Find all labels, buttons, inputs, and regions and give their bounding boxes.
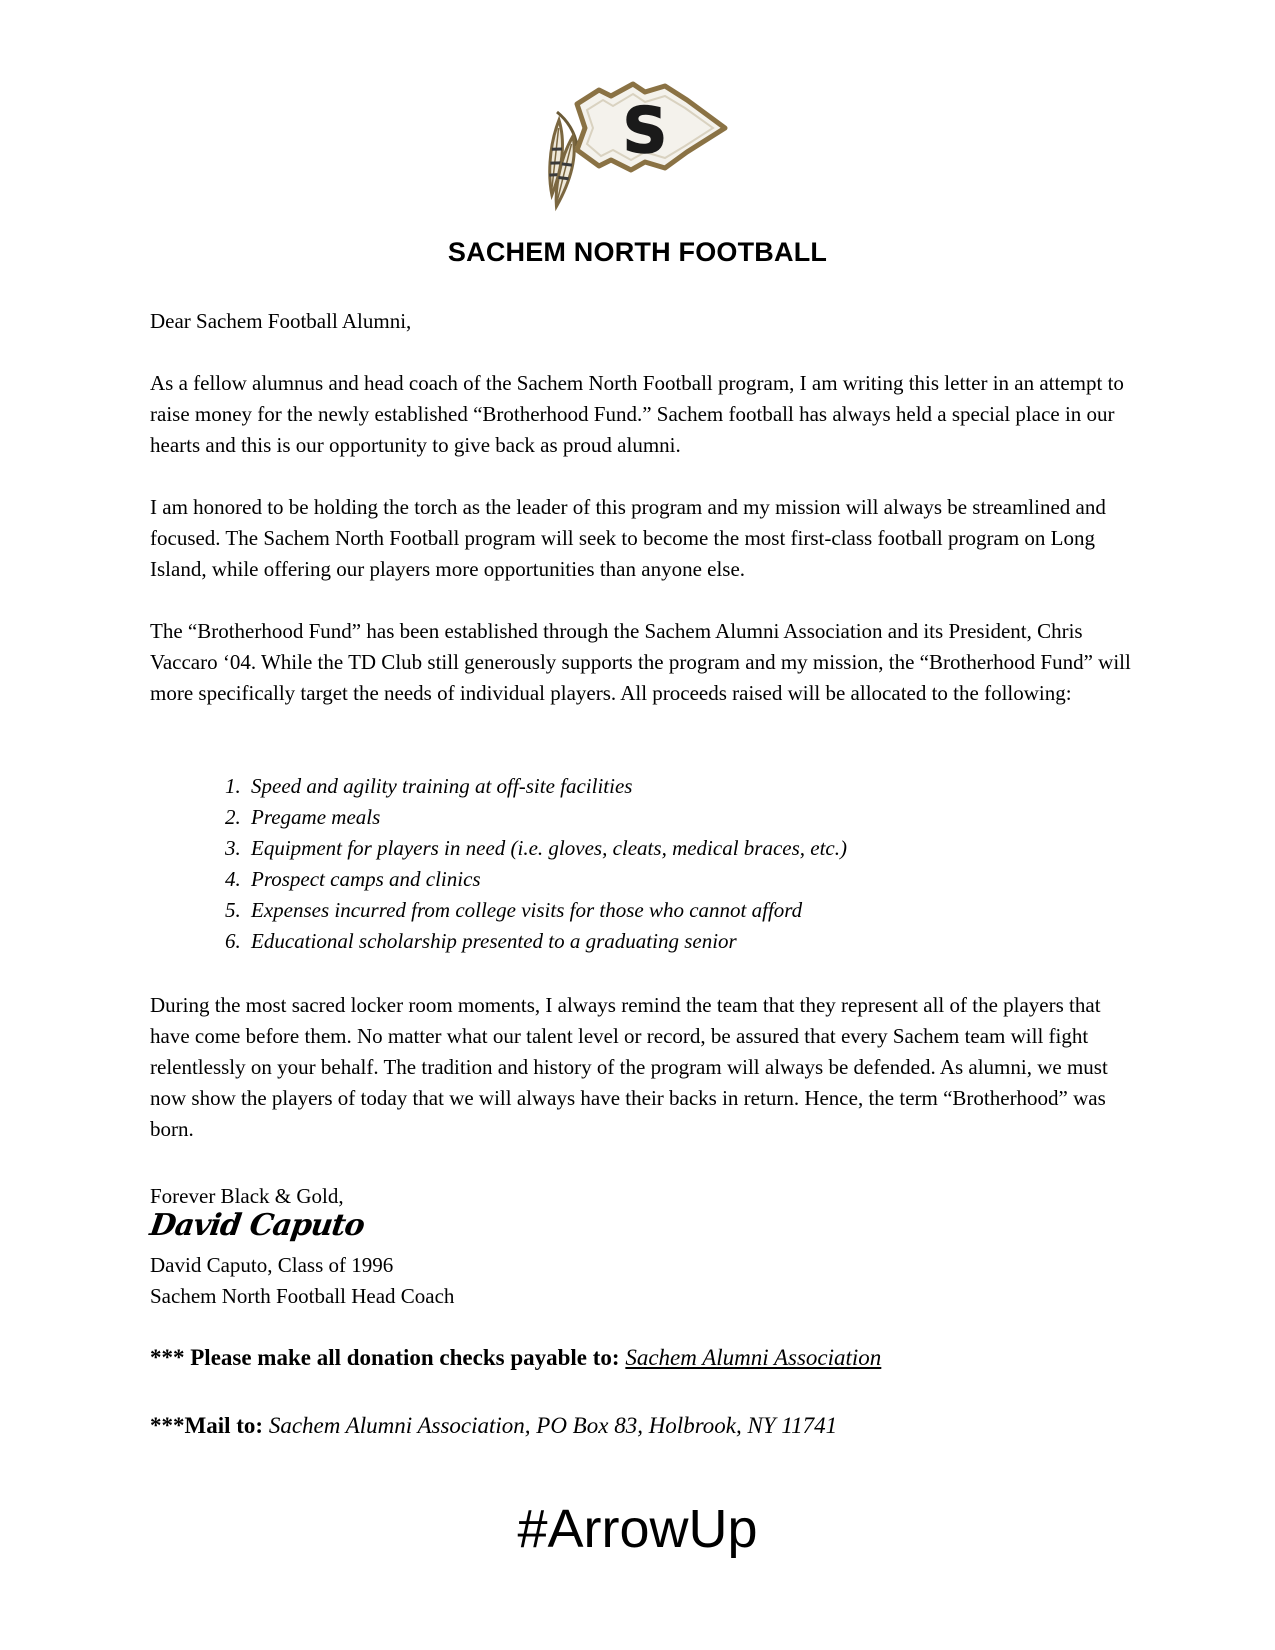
list-item-text: Educational scholarship presented to a graduating senior (251, 929, 737, 953)
signature: David Caputo (147, 1208, 367, 1243)
list-number: 4. (225, 867, 241, 891)
list-number: 5. (225, 898, 241, 922)
hashtag: #ArrowUp (517, 1499, 758, 1559)
list-item (215, 833, 1115, 864)
list-item (215, 802, 1115, 833)
paragraph-brotherhood: During the most sacred locker room moments, I always remind the team that they represent all of the players that have come before them. No matter what our talent level or record, be assured that every Sachem team will fight relentlessly on your behalf. The tradition and history of the program will always be defended. As alumni, we must now show the players of today that we will always have their backs in return. Hence, the term “Brotherhood” was born. (150, 993, 1108, 1141)
paragraph-intro: As a fellow alumnus and head coach of the Sachem North Football program, I am writing this letter in an attempt to raise money for the newly established “Brotherhood Fund.” Sachem football has always held a special place in our hearts and this is our opportunity to give back as proud alumni. (150, 371, 1124, 457)
paragraph-fund: The “Brotherhood Fund” has been established through the Sachem Alumni Association and its President, Chris Vaccaro ‘04. While the TD Club still generously supports the program and my mission, the “Brotherhood Fund” will more specifically target the needs of individual players. All proceeds raised will be allocated to the following: (150, 619, 1131, 705)
mail-label: ***Mail to: (150, 1413, 264, 1438)
list-item-text: Speed and agility training at off-site facilities (251, 774, 633, 798)
list-item-text: Expenses incurred from college visits for those who cannot afford (251, 898, 803, 922)
payable-label: *** Please make all donation checks payable to: (150, 1345, 620, 1370)
list-number: 2. (225, 805, 241, 829)
list-item-text: Prospect camps and clinics (251, 867, 481, 891)
page-title: SACHEM NORTH FOOTBALL (447, 237, 828, 267)
list-item-text: Equipment for players in need (i.e. gloves, cleats, medical braces, etc.) (251, 836, 847, 860)
salutation: Dear Sachem Football Alumni, (150, 309, 412, 333)
logo-letter: S (622, 94, 668, 167)
list-item-text: Pregame meals (251, 805, 381, 829)
list-item (215, 771, 1115, 802)
paragraph-mission: I am honored to be holding the torch as the leader of this program and my mission will always be streamlined and focused. The Sachem North Football program will seek to become the most first-class football program on Long Island, while offering our players more opportunities than anyone else. (150, 495, 1106, 581)
list-item (215, 864, 1115, 895)
closing: Forever Black & Gold, (150, 1184, 344, 1208)
payable-instructions (150, 1342, 1150, 1374)
list-number: 6. (225, 929, 241, 953)
list-number: 3. (225, 836, 241, 860)
mail-instructions (150, 1410, 1150, 1442)
signer-name: David Caputo, Class of 1996 (150, 1253, 394, 1277)
allocation-list (215, 771, 1115, 957)
list-item (215, 895, 1115, 926)
list-number: 1. (225, 774, 241, 798)
arrowhead-logo (537, 80, 729, 225)
mail-address: Sachem Alumni Association, PO Box 83, Holbrook, NY 11741 (268, 1413, 838, 1438)
payable-to: Sachem Alumni Association (625, 1345, 882, 1370)
list-item (215, 926, 1115, 957)
signer-role: Sachem North Football Head Coach (150, 1284, 455, 1308)
